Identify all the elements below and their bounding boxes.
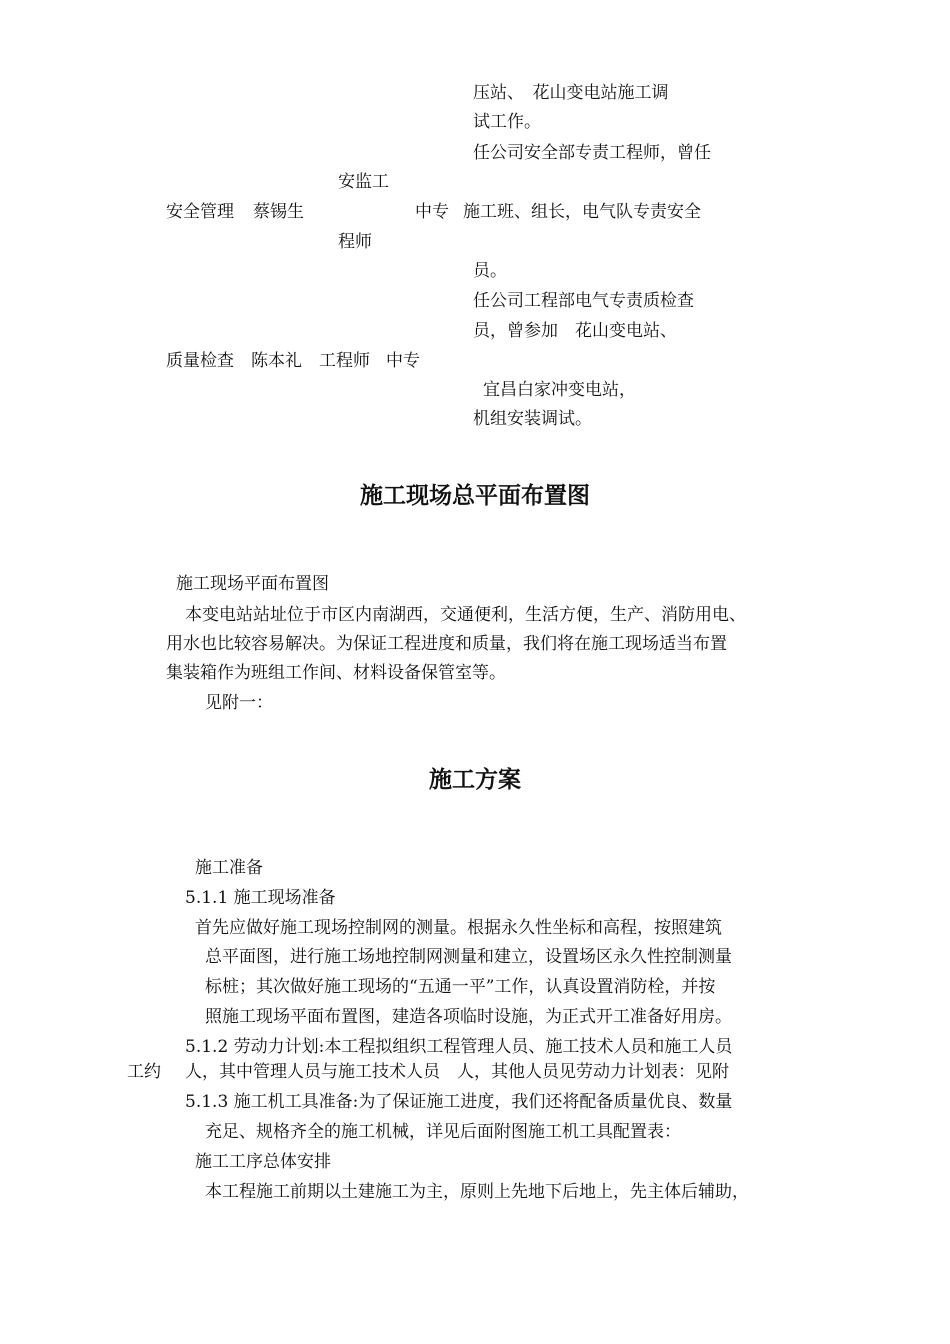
item-title: 5.1.1 施工现场准备 <box>185 888 336 908</box>
paragraph-line: 用水也比较容易解决。为保证工程进度和质量，我们将在施工现场适当布置 <box>166 634 727 654</box>
paragraph-line: 5.1.3 施工机工具准备:为了保证施工进度，我们还将配备质量优良、数量 <box>185 1092 733 1112</box>
safety-name: 蔡锡生 <box>253 202 304 222</box>
subheading: 施工工序总体安排 <box>195 1152 331 1172</box>
section-heading-layout: 施工现场总平面布置图 <box>360 483 590 509</box>
quality-title: 工程师 <box>319 351 370 371</box>
quality-role: 质量检查 <box>166 351 234 371</box>
paragraph-line: 标桩；其次做好施工现场的“五通一平”工作，认真设置消防栓，并按 <box>205 977 716 997</box>
subheading: 施工准备 <box>195 858 263 878</box>
section-heading-plan: 施工方案 <box>429 767 521 793</box>
paragraph-line: 总平面图，进行施工场地控制网测量和建立，设置场区永久性控制测量 <box>205 947 732 967</box>
safety-education: 中专 <box>415 202 449 222</box>
quality-desc-line: 任公司工程部电气专责质检查 <box>473 291 694 311</box>
paragraph-line: 5.1.2 劳动力计划:本工程拟组织工程管理人员、施工技术人员和施工人员 <box>185 1037 733 1057</box>
safety-desc-line: 施工班、组长，电气队专责安全 <box>463 202 701 222</box>
safety-desc-line: 员。 <box>473 261 507 281</box>
paragraph-line: 本变电站站址位于市区内南湖西，交通便利，生活方便，生产、消防用电、 <box>185 605 746 625</box>
safety-desc-line: 任公司安全部专责工程师，曾任 <box>473 143 711 163</box>
safety-title-line: 安监工 <box>338 172 389 192</box>
safety-role: 安全管理 <box>166 202 234 222</box>
paragraph-line: 照施工现场平面布置图，建造各项临时设施，为正式开工准备好用房。 <box>205 1007 732 1027</box>
paragraph-line: 本工程施工前期以土建施工为主，原则上先地下后地上，先主体后辅助， <box>205 1182 749 1202</box>
paragraph-line: 人，其中管理人员与施工技术人员 人，其他人员见劳动力计划表：见附 <box>185 1062 729 1082</box>
paragraph-line: 充足、规格齐全的施工机械，详见后面附图施工机工具配置表： <box>205 1122 681 1142</box>
quality-education: 中专 <box>386 351 420 371</box>
paragraph-lead: 工约 <box>127 1062 161 1082</box>
paragraph-line: 首先应做好施工现场控制网的测量。根据永久性坐标和高程，按照建筑 <box>195 918 722 938</box>
prev-desc-line: 压站、 花山变电站施工调 <box>473 83 669 103</box>
see-attachment: 见附一： <box>205 693 273 713</box>
quality-desc-line: 员，曾参加 花山变电站、 <box>473 321 677 341</box>
quality-name: 陈本礼 <box>251 351 302 371</box>
paragraph-line: 集装箱作为班组工作间、材料设备保管室等。 <box>166 663 506 683</box>
quality-desc-line: 机组安装调试。 <box>473 409 592 429</box>
safety-title-line: 程师 <box>338 232 372 252</box>
prev-desc-line: 试工作。 <box>473 112 541 132</box>
subheading: 施工现场平面布置图 <box>176 574 329 594</box>
quality-desc-line: 宜昌白家冲变电站， <box>483 380 636 400</box>
